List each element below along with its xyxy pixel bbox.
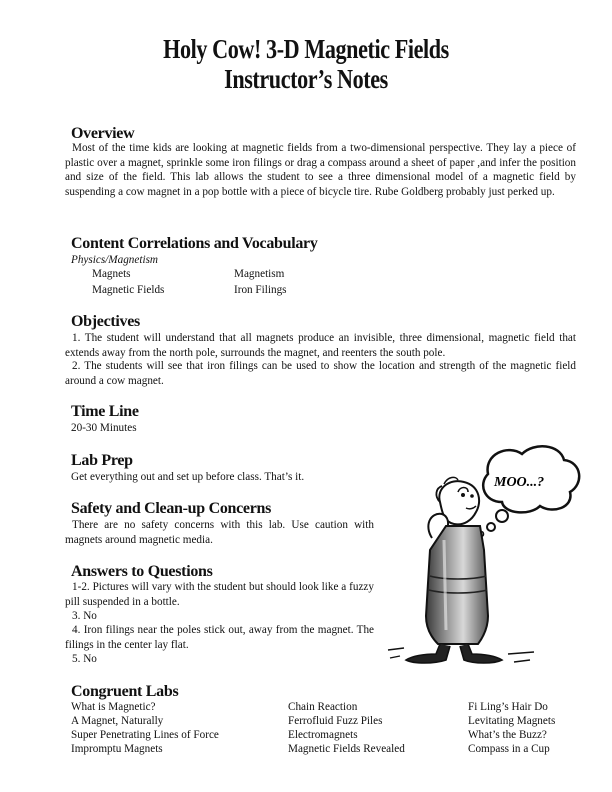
bottle-character-illustration <box>384 440 590 666</box>
vocab-term: Magnetic Fields <box>92 284 165 296</box>
labprep-heading: Lab Prep <box>71 452 133 469</box>
congruent-lab-link[interactable]: Chain Reaction <box>288 701 358 713</box>
answer-3: 3. No <box>72 610 97 622</box>
character-feet <box>406 644 502 663</box>
congruent-lab-link[interactable]: A Magnet, Naturally <box>71 715 164 727</box>
congruent-lab-link[interactable]: Impromptu Magnets <box>71 743 163 755</box>
congruent-heading: Congruent Labs <box>71 683 179 700</box>
answer-5: 5. No <box>72 653 97 665</box>
vocab-term: Iron Filings <box>234 284 287 296</box>
overview-text: Most of the time kids are looking at magnetic fields from a two-dimensional perspective. They lay a piece of plastic over a magnet, sprinkle some iron filings or drag a compass around a sheet of paper ,and infer the position and size of the field. This lab allows the student to see a three dimensional model of a magnetic field by suspending a cow magnet in a pop bottle with a piece of bicycle tire. Rube Goldberg probably just perked up. <box>65 142 576 198</box>
congruent-lab-link[interactable]: Magnetic Fields Revealed <box>288 743 405 755</box>
congruent-lab-link[interactable]: Super Penetrating Lines of Force <box>71 729 219 741</box>
objective-item: 1. The student will understand that all magnets produce an invisible, three dimensional, magnetic field that extends away from the north pole, surrounds the magnet, and reenters the south pole. <box>65 332 576 359</box>
safety-heading: Safety and Clean-up Concerns <box>71 500 272 517</box>
objective-item: 2. The students will see that iron filings can be used to show the location and strength of the magnetic field around a cow magnet. <box>65 360 576 387</box>
bubble-text: MOO...? <box>494 475 545 490</box>
vocab-term: Magnetism <box>234 268 285 280</box>
answer-4: 4. Iron filings near the poles stick out, away from the magnet. The filings in the center lay flat. <box>65 624 374 651</box>
vocab-term: Magnets <box>92 268 131 280</box>
answer-1-2: 1-2. Pictures will vary with the student but should look like a fuzzy pill suspended in a bottle. <box>65 581 374 608</box>
congruent-lab-link[interactable]: Ferrofluid Fuzz Piles <box>288 715 383 727</box>
objectives-heading: Objectives <box>71 313 140 330</box>
bottle-body <box>426 526 488 644</box>
labprep-text: Get everything out and set up before class. That’s it. <box>71 471 305 483</box>
congruent-lab-link[interactable]: Compass in a Cup <box>468 743 550 755</box>
timeline-text: 20-30 Minutes <box>71 422 137 434</box>
content-subject: Physics/Magnetism <box>71 254 158 266</box>
safety-text: There are no safety concerns with this lab. Use caution with magnets around magnetic media. <box>65 519 374 546</box>
timeline-heading: Time Line <box>71 403 139 420</box>
thought-bubble <box>479 446 580 536</box>
content-heading: Content Correlations and Vocabulary <box>71 235 318 252</box>
overview-heading: Overview <box>71 125 135 142</box>
congruent-lab-link[interactable]: What’s the Buzz? <box>468 729 547 741</box>
congruent-lab-link[interactable]: Electromagnets <box>288 729 358 741</box>
answers-heading: Answers to Questions <box>71 563 213 580</box>
page-title-line-2: Instructor’s Notes <box>224 64 388 94</box>
page-title-line-1: Holy Cow! 3-D Magnetic Fields <box>163 34 449 64</box>
congruent-lab-link[interactable]: What is Magnetic? <box>71 701 156 713</box>
congruent-lab-link[interactable]: Levitating Magnets <box>468 715 556 727</box>
congruent-lab-link[interactable]: Fi Ling’s Hair Do <box>468 701 548 713</box>
